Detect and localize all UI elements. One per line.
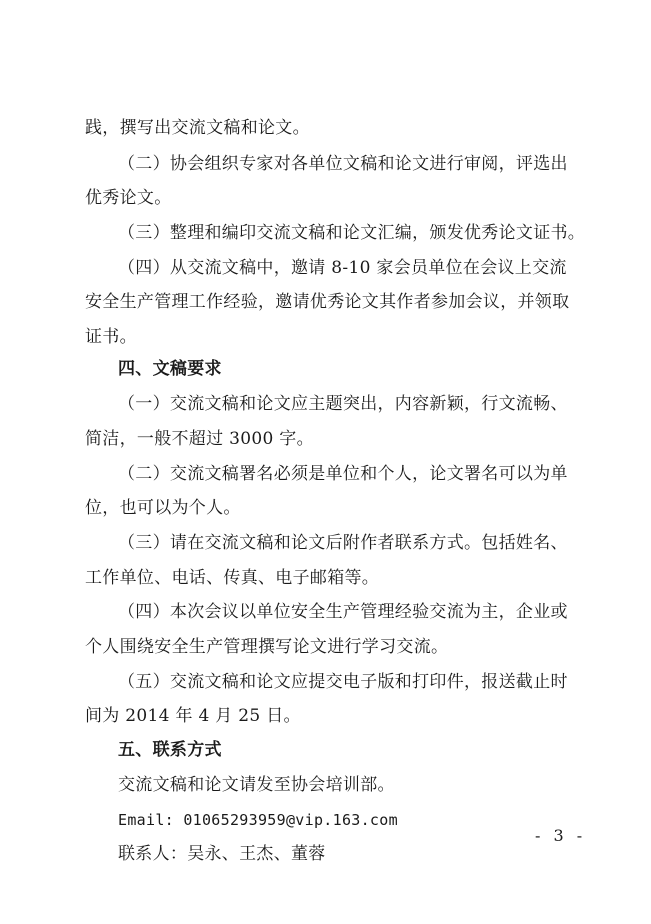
text-line-11: （二）交流文稿署名必须是单位和个人，论文署名可以为单	[118, 464, 568, 484]
text-line-1: 践，撰写出交流文稿和论文。	[85, 118, 310, 138]
text-line-14: 工作单位、电话、传真、电子邮箱等。	[85, 568, 380, 588]
text-line-18: 间为 2014 年 4 月 25 日。	[85, 706, 301, 726]
text-line-9: （一）交流文稿和论文应主题突出，内容新颖，行文流畅、	[118, 394, 568, 414]
text-line-6: 安全生产管理工作经验，邀请优秀论文其作者参加会议，并领取	[85, 292, 570, 312]
section-heading-5: 五、联系方式	[118, 740, 222, 760]
text-line-12: 位，也可以为个人。	[85, 498, 241, 518]
text-line-16: 个人围绕安全生产管理撰写论文进行学习交流。	[85, 637, 449, 657]
text-line-5: （四）从交流文稿中，邀请 8-10 家会员单位在会议上交流	[118, 258, 567, 278]
text-line-3: 优秀论文。	[85, 188, 172, 208]
text-line-7: 证书。	[85, 327, 137, 347]
page-number: - 3 -	[535, 826, 587, 845]
contact-persons-line: 联系人：吴永、王杰、董蓉	[118, 844, 326, 864]
text-line-10: 简洁，一般不超过 3000 字。	[85, 429, 314, 449]
section-heading-4: 四、文稿要求	[118, 359, 222, 379]
text-line-17: （五）交流文稿和论文应提交电子版和打印件，报送截止时	[118, 672, 568, 692]
text-line-15: （四）本次会议以单位安全生产管理经验交流为主，企业或	[118, 602, 568, 622]
text-line-13: （三）请在交流文稿和论文后附作者联系方式。包括姓名、	[118, 533, 568, 553]
text-line-20: 交流文稿和论文请发至协会培训部。	[118, 775, 395, 795]
email-line: Email: 01065293959@vip.163.com	[118, 811, 398, 829]
text-line-4: （三）整理和编印交流文稿和论文汇编，颁发优秀论文证书。	[118, 223, 586, 243]
text-line-2: （二）协会组织专家对各单位文稿和论文进行审阅，评选出	[118, 154, 568, 174]
